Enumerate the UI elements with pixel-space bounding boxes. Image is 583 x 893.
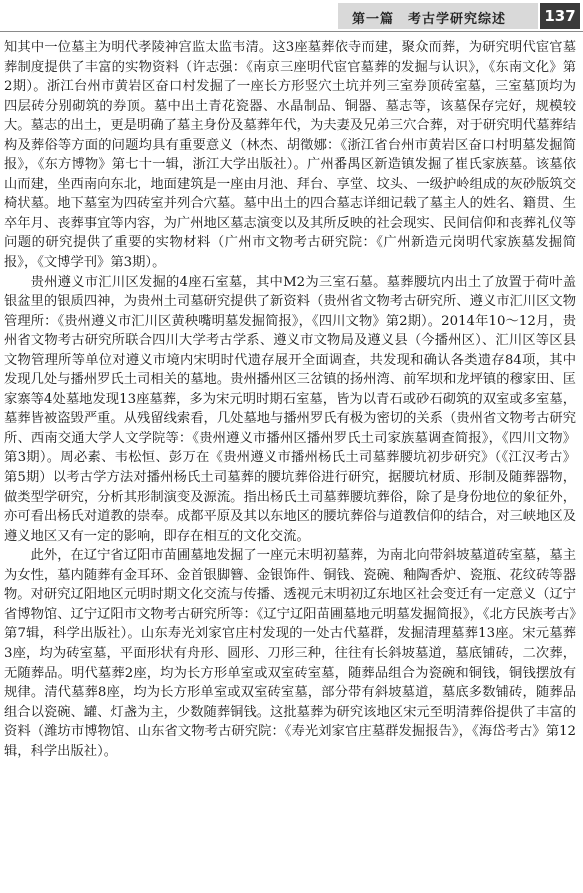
header-rule <box>0 31 583 32</box>
page-number: 137 <box>540 3 580 29</box>
body-text <box>4 38 576 761</box>
section-title: 第一篇 考古学研究综述 <box>352 12 507 27</box>
paragraph-2: 贵州遵义市汇川区发掘的4座石室墓，其中M2为三室石墓。墓葬腰坑内出土了放置于荷叶盖银盆里的银质四神，为贵州土司墓研究提供了新资料（贵州省文物考古研究所、遵义市汇川区文物管理所：《贵州遵义市汇川区黄秧嘴明墓发掘简报》，《四川文物》第2期）。2014年10～12月，贵州省文物考古研究所联合四川大学考古学系、遵义市文物局及遵义县（今播州区）、汇川区等区县文物管理所等单位对遵义市境内宋明时代遗存展开全面调查，共发现和确认各类遗存84项，其中发现几处与播州罗氏土司相关的墓地。贵州播州区三岔镇的扬州湾、前军坝和龙坪镇的穆家田、匡家寨等4处墓地发现13座墓葬，多为宋元明时期石室墓，皆为以青石或砂石砌筑的双室或多室墓，墓葬皆被盗毁严重。从残留线索看，几处墓地与播州罗氏有极为密切的关系（贵州省文物考古研究所、西南交通大学人文学院等：《贵州遵义市播州区播州罗氏土司家族墓调查简报》，《四川文物》第3期）。周必素、韦松恒、彭万在《贵州遵义市播州杨氏土司墓葬腰坑初步研究》（《江汉考古》第5期）以考古学方法对播州杨氏土司墓葬的腰坑葬俗进行研究，据腰坑材质、形制及随葬器物，做类型学研究，分析其形制演变及源流。指出杨氏土司墓葬腰坑葬俗，除了是身份地位的象征外，亦可看出杨氏对道教的崇奉。成都平原及其以东地区的腰坑葬俗与道教信仰的结合，对三峡地区及遵义地区又有一定的影响，即存在相互的文化交流。 <box>4 274 576 544</box>
paragraph-1: 知其中一位墓主为明代孝陵神宫监太监韦清。这3座墓葬依寺而建，聚众而葬，为研究明代宦官墓葬制度提供了丰富的实物资料（许志强：《南京三座明代宦官墓葬的发掘与认识》，《东南文化》第2期）。浙江台州市黄岩区奋口村发掘了一座长方形竖穴土坑并列三室券顶砖室墓，三室墓顶均为四层砖分别砌筑的券顶。墓中出土青花瓷器、水晶制品、铜器、墓志等，该墓保存完好，规模较大。墓志的出土，更是明确了墓主身份及墓葬年代，为夫妻及兄弟三穴合葬，对于研究明代墓葬结构及葬俗等方面的问题均具有重要意义（林杰、胡徵娜：《浙江省台州市黄岩区奋口村明墓发掘简报》，《东方博物》第七十一辑，浙江大学出版社）。广州番禺区新造镇发掘了崔氏家族墓。该墓依山而建，坐西南向东北，地面建筑是一座由月池、拜台、享堂、坟头、一级护岭组成的灰砂版筑交椅状墓。地下墓室为四砖室并列合穴墓。墓中出土的四合墓志详细记载了墓主人的姓名、籍贯、生卒年月、丧葬事宜等内容，为广州地区墓志演变以及其所反映的社会现实、民间信仰和丧葬礼仪等问题的研究提供了重要的实物材料（广州市文物考古研究院：《广州新造元岗明代家族墓发掘简报》，《文博学刊》第3期）。 <box>4 40 576 271</box>
paragraph-3: 此外，在辽宁省辽阳市苗圃墓地发掘了一座元末明初墓葬，为南北向带斜坡墓道砖室墓，墓主为女性，墓内随葬有金耳环、金首银脚簪、金银饰件、铜钱、瓷碗、釉陶香炉、瓷瓶、花纹砖等器物。对研究辽阳地区元明时期文化交流与传播、透视元末明初辽东地区社会变迁有一定意义（辽宁省博物馆、辽宁辽阳市文物考古研究所等：《辽宁辽阳苗圃墓地元明墓发掘简报》，《北方民族考古》第7辑，科学出版社）。山东寿光刘家官庄村发现的一处古代墓群，发掘清理墓葬13座。宋元墓葬3座，均为砖室墓，平面形状有舟形、圆形、刀形三种，往往有长斜坡墓道，墓底铺砖，二次葬，无随葬品。明代墓葬2座，均为长方形单室或双室砖室墓，随葬品组合为瓷碗和铜钱，铜钱摆放有规律。清代墓葬8座，均为长方形单室或双室砖室墓，部分带有斜坡墓道，墓底多数铺砖，随葬品组合以瓷碗、罐、灯盏为主，少数随葬铜钱。这批墓葬为研究该地区宋元至明清葬俗提供了丰富的资料（潍坊市博物馆、山东省文物考古研究院：《寿光刘家官庄墓群发掘报告》，《海岱考古》第12辑，科学出版社）。 <box>4 548 576 759</box>
running-header <box>0 0 583 34</box>
